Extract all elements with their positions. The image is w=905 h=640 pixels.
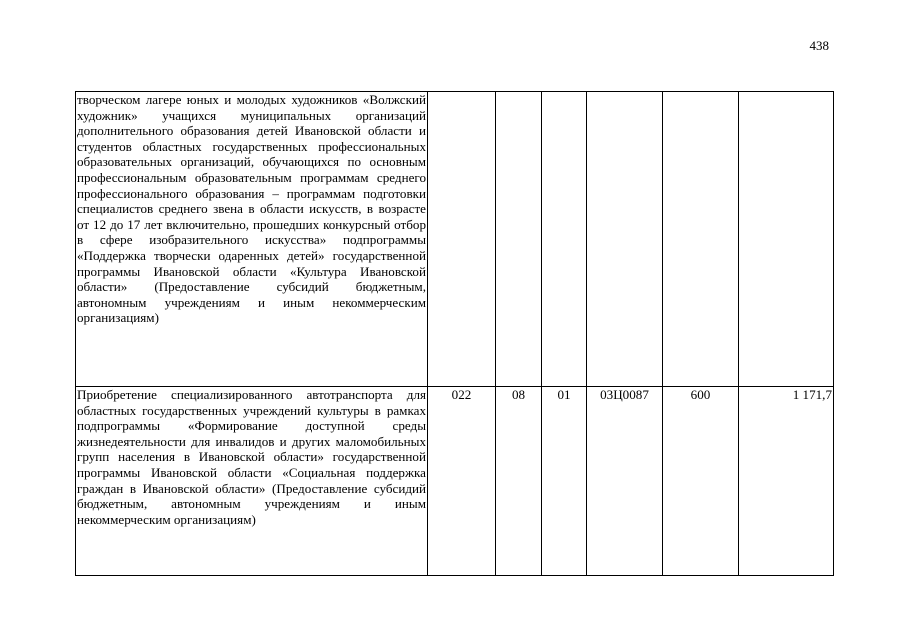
row-target-article: 03Ц0087 [587, 387, 663, 576]
row-section-code: 08 [496, 387, 542, 576]
row-ministry-code: 022 [428, 387, 496, 576]
row-description: Приобретение специализированного автотранспорта для областных государственных учреждений культуры в рамках подпрограммы «Формирование доступной среды жизнедеятельности для инвалидов и других маломобильных групп населения в Ивановской области» государственной программы Ивановской области «Социальная поддержка граждан в Ивановской области» (Предоставление субсидий бюджетным, автономным учреждениям и иным некоммерческим организациям) [76, 387, 428, 576]
row-subsection-code [542, 92, 587, 387]
row-description: творческом лагере юных и молодых художников «Волжский художник» учащихся муниципальных организаций дополнительного образования детей Ивановской области и студентов областных государственных профессиональных образовательных организаций, обучающихся по основным профессиональным образовательным программам среднего профессионального образования – программам подготовки специалистов среднего звена в области искусств, в возрасте от 12 до 17 лет включительно, прошедших конкурсный отбор в сфере изобразительного искусства» подпрограммы «Поддержка творчески одаренных детей» государственной программы Ивановской области «Культура Ивановской области» (Предоставление субсидий бюджетным, автономным учреждениям и иным некоммерческим организациям) [76, 92, 428, 387]
row-section-code [496, 92, 542, 387]
row-amount: 1 171,7 [739, 387, 834, 576]
row-target-article [587, 92, 663, 387]
row-expense-type [663, 92, 739, 387]
row-ministry-code [428, 92, 496, 387]
row-expense-type: 600 [663, 387, 739, 576]
page-number: 438 [809, 38, 829, 53]
row-subsection-code: 01 [542, 387, 587, 576]
row-amount [739, 92, 834, 387]
table-row [76, 387, 834, 576]
table-row [76, 92, 834, 387]
budget-table [75, 91, 834, 576]
